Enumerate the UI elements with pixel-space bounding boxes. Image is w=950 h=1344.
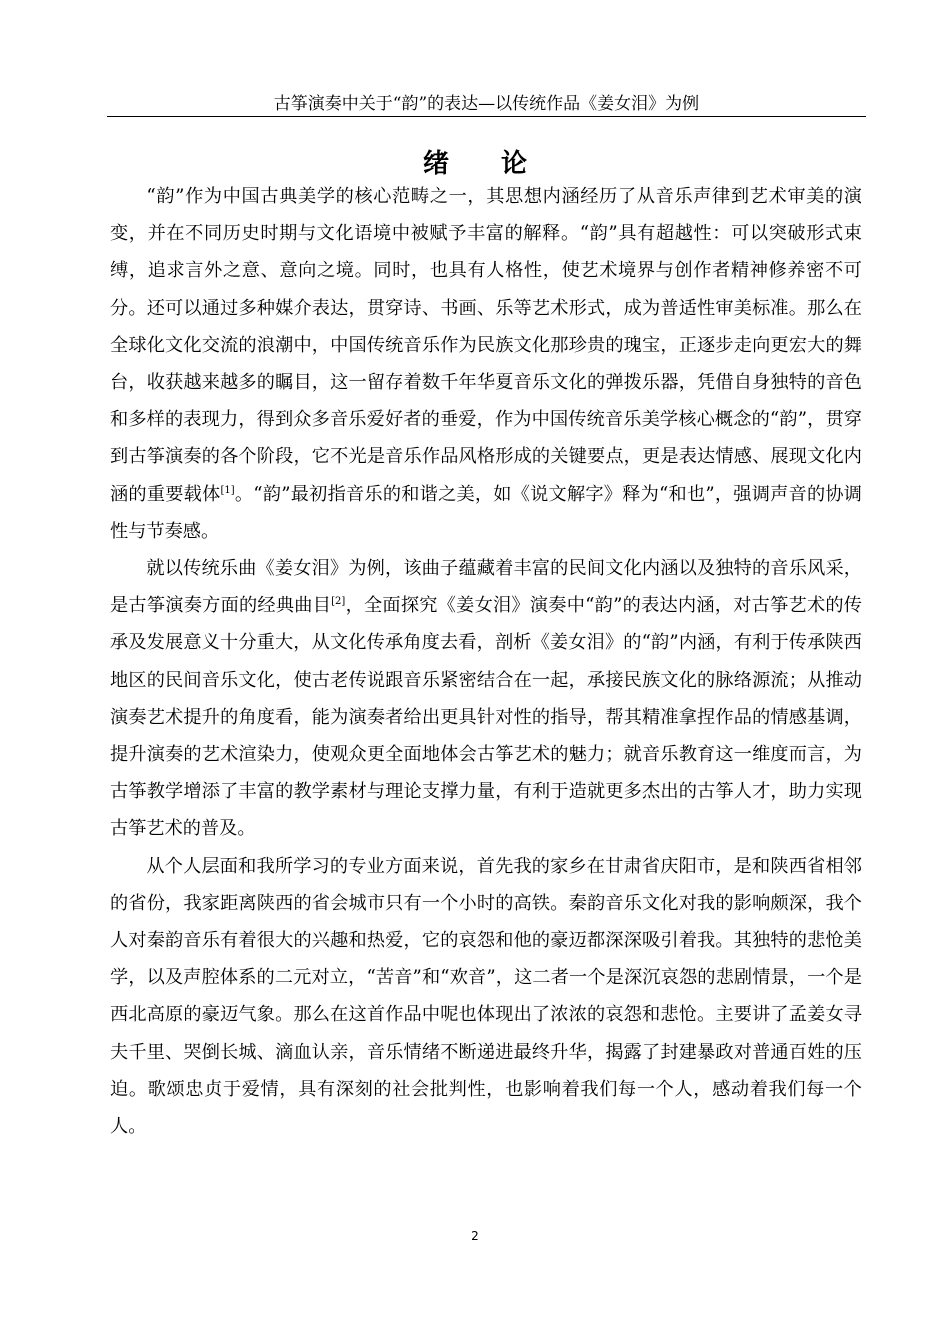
body-text bbox=[110, 178, 862, 1145]
section-title: 绪论 bbox=[422, 149, 579, 179]
paragraph-3 bbox=[110, 848, 862, 1146]
header-divider bbox=[107, 116, 866, 117]
paragraph-3-text: 从个人层面和我所学习的专业方面来说，首先我的家乡在甘肃省庆阳市，是和陕西省相邻的省份，我家距离陕西的省会城市只有一个小时的高铁。秦韵音乐文化对我的影响颇深，我个人对秦韵音乐有着很大的兴趣和热爱，它的哀怨和他的豪迈都深深吸引着我。其独特的悲怆美学，以及声腔体系的二元对立，“苦音”和“欢音”，这二者一个是深沉哀怨的悲剧情景，一个是西北高原的豪迈气象。那么在这首作品中呢也体现出了浓浓的哀怨和悲怆。主要讲了孟姜女寻夫千里、哭倒长城、滴血认亲，音乐情绪不断递进最终升华，揭露了封建暴政对普通百姓的压迫。歌颂忠贞于爱情，具有深刻的社会批判性，也影响着我们每一个人，感动着我们每一个人。 bbox=[110, 855, 862, 1138]
paragraph-1-text-a: “韵”作为中国古典美学的核心范畴之一，其思想内涵经历了从音乐声律到艺术审美的演变，并在不同历史时期与文化语境中被赋予丰富的解释。“韵”具有超越性：可以突破形式束缚，追求言外之意、意向之境。同时，也具有人格性，使艺术境界与创作者精神修养密不可分。还可以通过多种媒介表达，贯穿诗、书画、乐等艺术形式，成为普适性审美标准。那么在全球化文化交流的浪潮中，中国传统音乐作为民族文化那珍贵的瑰宝，正逐步走向更宏大的舞台，收获越来越多的瞩目，这一留存着数千年华夏音乐文化的弹拨乐器，凭借自身独特的音色和多样的表现力，得到众多音乐爱好者的垂爱，作为中国传统音乐美学核心概念的“韵”，贯穿到古筝演奏的各个阶段，它不光是音乐作品风格形成的关键要点，更是表达情感、展现文化内涵的重要载体 bbox=[110, 186, 862, 505]
paragraph-2-text-b: ，全面探究《姜女泪》演奏中“韵”的表达内涵，对古筝艺术的传承及发展意义十分重大，从文化传承角度去看，剖析《姜女泪》的“韵”内涵，有利于传承陕西地区的民间音乐文化，使古老传说跟音乐紧密结合在一起，承接民族文化的脉络源流；从推动演奏艺术提升的角度看，能为演奏者给出更具针对性的指导，帮其精准拿捏作品的情感基调，提升演奏的艺术渲染力，使观众更全面地体会古筝艺术的魅力；就音乐教育这一维度而言，为古筝教学增添了丰富的教学素材与理论支撑力量，有利于造就更多杰出的古筝人才，助力实现古筝艺术的普及。 bbox=[110, 595, 862, 840]
paragraph-2-text-a: 就以传统乐曲《姜女泪》为例，该曲子蕴藏着丰富的民间文化内涵以及独特的音乐风采，是古筝演奏方面的经典曲目 bbox=[110, 558, 862, 617]
citation-1: [1] bbox=[220, 484, 235, 496]
page-number: 2 bbox=[471, 1229, 479, 1243]
paragraph-2 bbox=[110, 550, 862, 848]
paragraph-1-text-b: 。“韵”最初指音乐的和谐之美，如《说文解字》释为“和也”，强调声音的协调性与节奏感。 bbox=[110, 483, 862, 542]
running-header: 古筝演奏中关于“韵”的表达—以传统作品《姜女泪》为例 bbox=[273, 94, 700, 114]
citation-2: [2] bbox=[331, 596, 346, 608]
paragraph-1 bbox=[110, 178, 862, 550]
